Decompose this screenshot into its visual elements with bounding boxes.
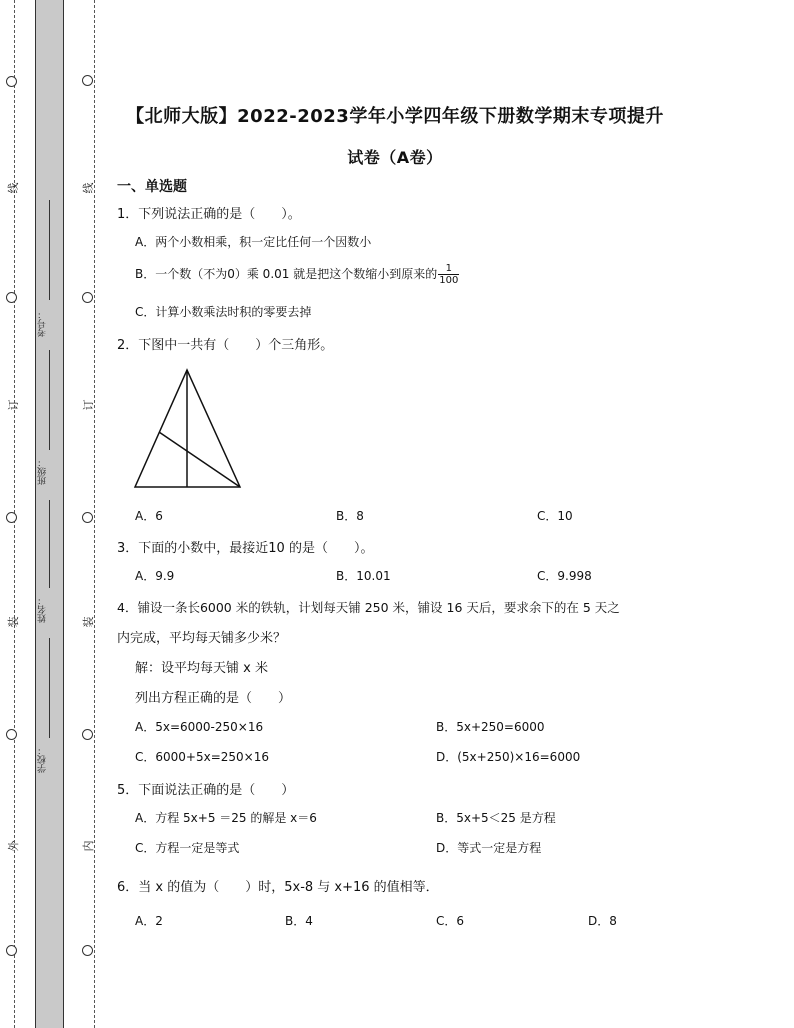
q4-option-d: D．(5x+250)×16=6000 — [436, 750, 581, 764]
margin-char-zhuang: 装 — [82, 616, 95, 628]
field-class: 班级： — [38, 458, 48, 485]
margin-char-ding: 订 — [82, 399, 95, 411]
q6-option-c: C．6 — [436, 914, 465, 928]
q2-option-b: B．8 — [336, 509, 364, 523]
fraction-numerator: 1 — [438, 263, 459, 275]
margin-char-wai: 外 — [7, 840, 20, 852]
page-title: 【北师大版】2022-2023学年小学四年级下册数学期末专项提升 — [126, 106, 664, 127]
q3-option-a: A．9.9 — [135, 569, 175, 583]
fraction — [438, 263, 459, 286]
section-heading: 一、单选题 — [117, 179, 187, 195]
margin-char-line: 线 — [7, 182, 20, 194]
binding-hole — [82, 945, 93, 956]
q5-option-a: A．方程 5x+5 ＝25 的解是 x＝6 — [135, 811, 317, 825]
q4-option-b: B．5x+250=6000 — [436, 720, 545, 734]
q2-stem: 2．下图中一共有（ ）个三角形。 — [117, 338, 334, 353]
page-subtitle: 试卷（A卷） — [347, 148, 443, 167]
q6-option-a: A．2 — [135, 914, 163, 928]
margin-char-line: 线 — [82, 182, 95, 194]
q1-option-b — [135, 263, 459, 286]
binding-hole — [82, 729, 93, 740]
q3-stem: 3．下面的小数中，最接近10 的是（ ）。 — [117, 541, 374, 556]
binding-hole — [6, 945, 17, 956]
binding-hole — [6, 512, 17, 523]
binding-hole — [82, 75, 93, 86]
field-underline — [49, 638, 50, 738]
q5-option-c: C．方程一定是等式 — [135, 841, 240, 855]
binding-hole — [6, 292, 17, 303]
q5-option-b: B．5x+5＜25 是方程 — [436, 811, 556, 825]
q1-option-a: A．两个小数相乘，积一定比任何一个因数小 — [135, 235, 372, 249]
margin-char-zhuang: 装 — [7, 616, 20, 628]
field-exam-number: 考号： — [38, 310, 48, 337]
binding-hole — [82, 292, 93, 303]
q2-option-a: A．6 — [135, 509, 163, 523]
field-school: 学校： — [38, 746, 48, 773]
q4-ask: 列出方程正确的是（ ） — [135, 691, 292, 706]
triangle-figure — [128, 366, 246, 492]
q1-option-b-text: B．一个数（不为0）乘 0.01 就是把这个数缩小到原来的 — [135, 267, 438, 281]
q2-option-c: C．10 — [537, 509, 573, 523]
field-underline — [49, 200, 50, 300]
q6-option-d: D．8 — [588, 914, 617, 928]
q6-stem: 6．当 x 的值为（ ）时，5x-8 与 x+16 的值相等． — [117, 880, 439, 895]
q4-solve: 解：设平均每天铺 x 米 — [135, 661, 268, 676]
margin-char-nei: 内 — [82, 840, 95, 852]
q3-option-b: B．10.01 — [336, 569, 391, 583]
q4-option-a: A．5x=6000-250×16 — [135, 720, 264, 734]
fraction-denominator: 100 — [439, 275, 459, 286]
binding-hole — [6, 729, 17, 740]
binding-hole — [6, 76, 17, 87]
margin-char-ding: 订 — [7, 399, 20, 411]
field-underline — [49, 350, 50, 450]
binding-hole — [82, 512, 93, 523]
q4-stem-line2: 内完成，平均每天铺多少米？ — [117, 631, 287, 646]
q5-option-d: D．等式一定是方程 — [436, 841, 542, 855]
q6-option-b: B．4 — [285, 914, 313, 928]
q3-option-c: C．9.998 — [537, 569, 592, 583]
q4-option-c: C．6000+5x=250×16 — [135, 750, 269, 764]
q1-option-c: C．计算小数乘法时积的零要去掉 — [135, 305, 312, 319]
inner-dashed-line — [94, 0, 95, 1028]
field-name: 姓名： — [38, 596, 48, 623]
q1-stem: 1．下列说法正确的是（ ）。 — [117, 207, 301, 222]
q5-stem: 5．下面说法正确的是（ ） — [117, 783, 295, 798]
q4-stem-line1: 4．铺设一条长6000 米的铁轨，计划每天铺 250 米，铺设 16 天后，要求余下的在 5 天之 — [117, 600, 620, 615]
field-underline — [49, 500, 50, 588]
